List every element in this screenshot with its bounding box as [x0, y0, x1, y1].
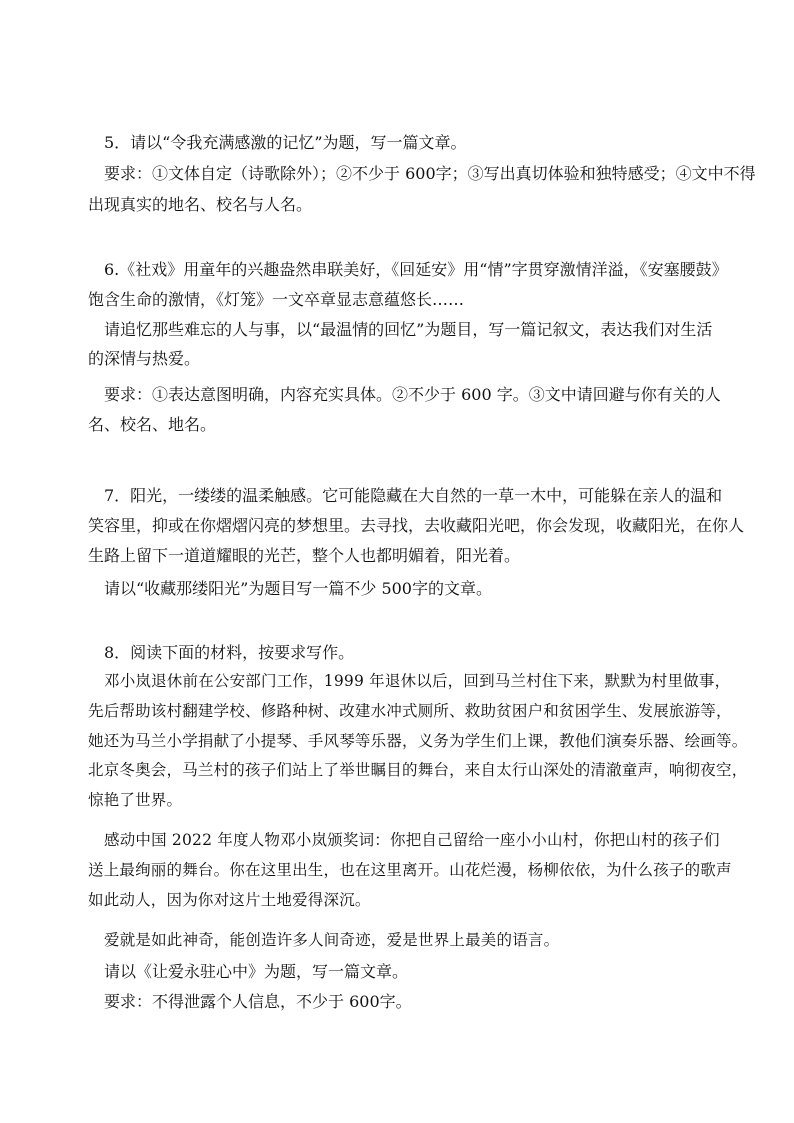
- question-8-intro: 8．阅读下面的材料，按要求写作。: [104, 643, 355, 662]
- question-7-line1: 7．阳光，一缕缕的温柔触感。它可能隐藏在大自然的一草一木中，可能躲在亲人的温和: [104, 486, 723, 505]
- question-8-title-requirement: 请以《让爱永驻心中》为题，写一篇文章。: [104, 962, 409, 981]
- question-6-line1: 6.《社戏》用童年的兴趣盎然串联美好，《回延安》用“情”字贯穿激情洋溢，《安塞腰鼓》: [104, 260, 728, 279]
- question-7-line3: 生路上留下一道道耀眼的光芒，整个人也都明媚着，阳光着。: [88, 546, 521, 565]
- question-6-line4: 的深情与热爱。: [88, 349, 201, 368]
- material-line9: 爱就是如此神奇，能创造许多人间奇迹，爱是世界上最美的语言。: [104, 931, 560, 949]
- question-7-line2: 笑容里，抑或在你熠熠闪亮的梦想里。去寻找，去收藏阳光吧，你会发现，收藏阳光，在你人: [88, 516, 745, 535]
- question-5-requirements-line1: 要求：①文体自定（诗歌除外）；②不少于 600字；③写出真切体验和独特感受；④文中不得: [104, 164, 756, 183]
- question-8-requirements: 要求：不得泄露个人信息，不少于 600字。: [104, 992, 412, 1011]
- material-line4: 北京冬奥会，马兰村的孩子们站上了举世瞩目的舞台，来自太行山深处的清澈童声，响彻夜空，: [88, 761, 748, 779]
- question-6-line2: 饱含生命的激情，《灯笼》一文卒章显志意蕴悠长……: [88, 290, 465, 309]
- question-5-requirements-line2: 出现真实的地名、校名与人名。: [88, 195, 313, 214]
- question-5-prompt: 5．请以“令我充满感激的记忆”为题，写一篇文章。: [104, 133, 467, 152]
- question-6-requirements-line2: 名、校名、地名。: [88, 415, 217, 434]
- question-6-line3: 请追忆那些难忘的人与事，以“最温情的回忆”为题目，写一篇记叙文，表达我们对生活: [104, 320, 713, 339]
- material-line5: 惊艳了世界。: [88, 791, 183, 809]
- question-7-line4: 请以“收藏那缕阳光”为题目写一篇不少 500字的文章。: [104, 579, 492, 598]
- material-line7: 送上最绚丽的舞台。你在这里出生，也在这里离开。山花烂漫，杨柳依依，为什么孩子的歌声: [88, 861, 732, 879]
- material-line2: 先后帮助该村翻建学校、修路种树、改建水冲式厕所、救助贫困户和贫困学生、发展旅游等，: [88, 702, 732, 720]
- material-line3: 她还为马兰小学捐献了小提琴、手风琴等乐器，义务为学生们上课，教他们演奏乐器、绘画等。: [88, 732, 748, 750]
- material-line1: 邓小岚退休前在公安部门工作，1999 年退休以后，回到马兰村住下来，默默为村里做事，: [104, 672, 731, 690]
- material-line6: 感动中国 2022 年度人物邓小岚颁奖词：你把自己留给一座小小山村，你把山村的孩子们: [104, 831, 720, 849]
- question-6-requirements-line1: 要求：①表达意图明确，内容充实具体。②不少于 600 字。③文中请回避与你有关的人: [104, 385, 721, 404]
- material-line8: 如此动人，因为你对这片土地爱得深沉。: [88, 891, 371, 909]
